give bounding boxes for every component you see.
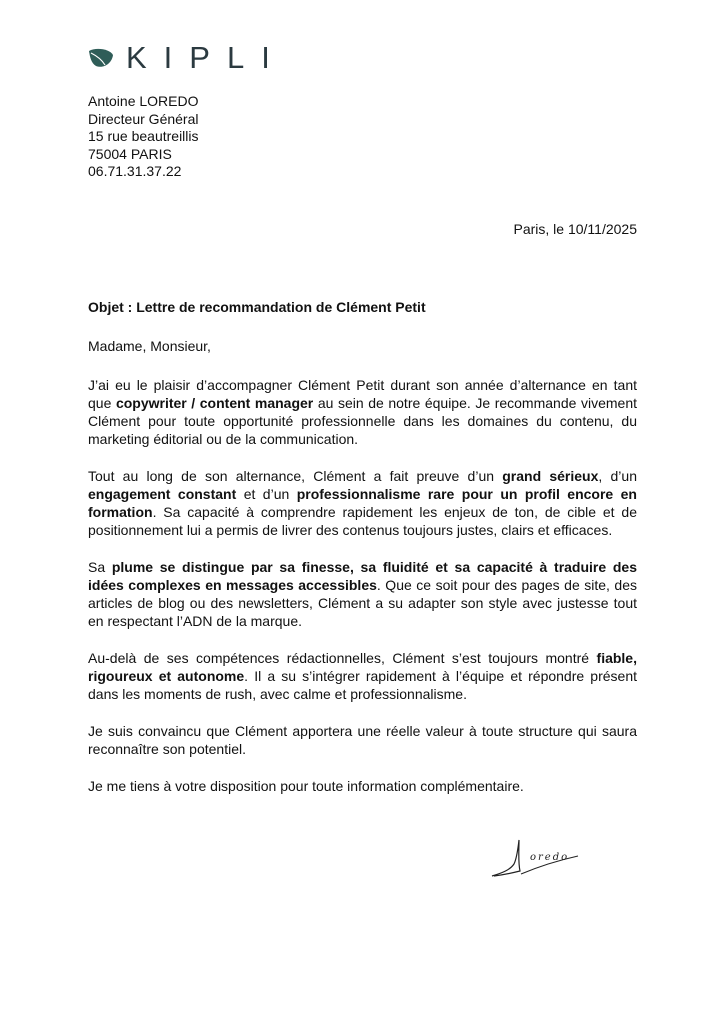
paragraph-1: [88, 376, 637, 448]
text: Je suis convaincu que Clément apportera une réelle valeur à toute structure qui saura reconnaître son potentiel.: [88, 723, 637, 757]
bold-text: engagement constant: [88, 486, 237, 502]
leaf-icon: [88, 47, 114, 69]
bold-text: copywriter / content manager: [115, 395, 314, 411]
text: . Sa capacité à comprendre rapidement les enjeux de ton, de cible et de positionnement lui a permis de livrer des contenus toujours justes, clairs et efficaces.: [88, 504, 637, 538]
letter-body: [88, 376, 637, 814]
text: Au-delà de ses compétences rédactionnelles, Clément s’est toujours montré: [88, 650, 597, 666]
sender-phone: 06.71.31.37.22: [88, 163, 182, 180]
text: . Il a su s’intégrer rapidement à l’équipe et répondre présent dans les moments de rush, avec calme et professionnalisme.: [88, 668, 637, 702]
paragraph-4: [88, 649, 637, 703]
text: Tout au long de son alternance, Clément a fait preuve d’un: [88, 468, 503, 484]
salutation: Madame, Monsieur,: [88, 338, 211, 354]
sender-street: 15 rue beautreillis: [88, 128, 199, 145]
letter-date: Paris, le 10/11/2025: [513, 221, 637, 237]
kipli-logo: [88, 42, 287, 74]
logo-text: KIPLI: [126, 40, 287, 75]
bold-text: grand sérieux: [502, 468, 599, 484]
letter-subject: Objet : Lettre de recommandation de Clément Petit: [88, 299, 426, 315]
text: au sein de notre équipe. Je recommande vivement Clément pour toute opportunité professionnelle dans les domaines du contenu, du marketing éditorial ou de la communication.: [88, 395, 637, 447]
text: . Que ce soit pour des pages de site, des articles de blog ou des newsletters, Clément a su adapter son style avec justesse tout en respectant l’ADN de la marque.: [88, 577, 637, 629]
sender-title: Directeur Général: [88, 110, 199, 127]
text: et d’un: [236, 486, 297, 502]
sender-city: 75004 PARIS: [88, 145, 172, 162]
paragraph-2: [88, 467, 637, 539]
text: J’ai eu le plaisir d’accompagner Clément Petit durant son année d’alternance en tant que: [88, 377, 637, 411]
paragraph-6: [88, 777, 637, 795]
paragraph-3: [88, 558, 637, 630]
sender-name: Antoine LOREDO: [88, 93, 199, 109]
paragraph-5: [88, 722, 637, 758]
text: , d’un: [598, 468, 637, 484]
sender-address: [88, 93, 199, 181]
svg-text:oredo: oredo: [530, 852, 570, 863]
bold-text: professionnalisme rare pour un profil encore en formation: [88, 486, 637, 520]
bold-text: plume se distingue par sa finesse, sa fluidité et sa capacité à traduire des idées complexes en messages accessibles: [88, 559, 637, 593]
text: Je me tiens à votre disposition pour toute information complémentaire.: [88, 778, 524, 794]
signature: [490, 836, 582, 883]
bold-text: fiable, rigoureux et autonome: [88, 650, 637, 684]
text: Sa: [88, 559, 112, 575]
